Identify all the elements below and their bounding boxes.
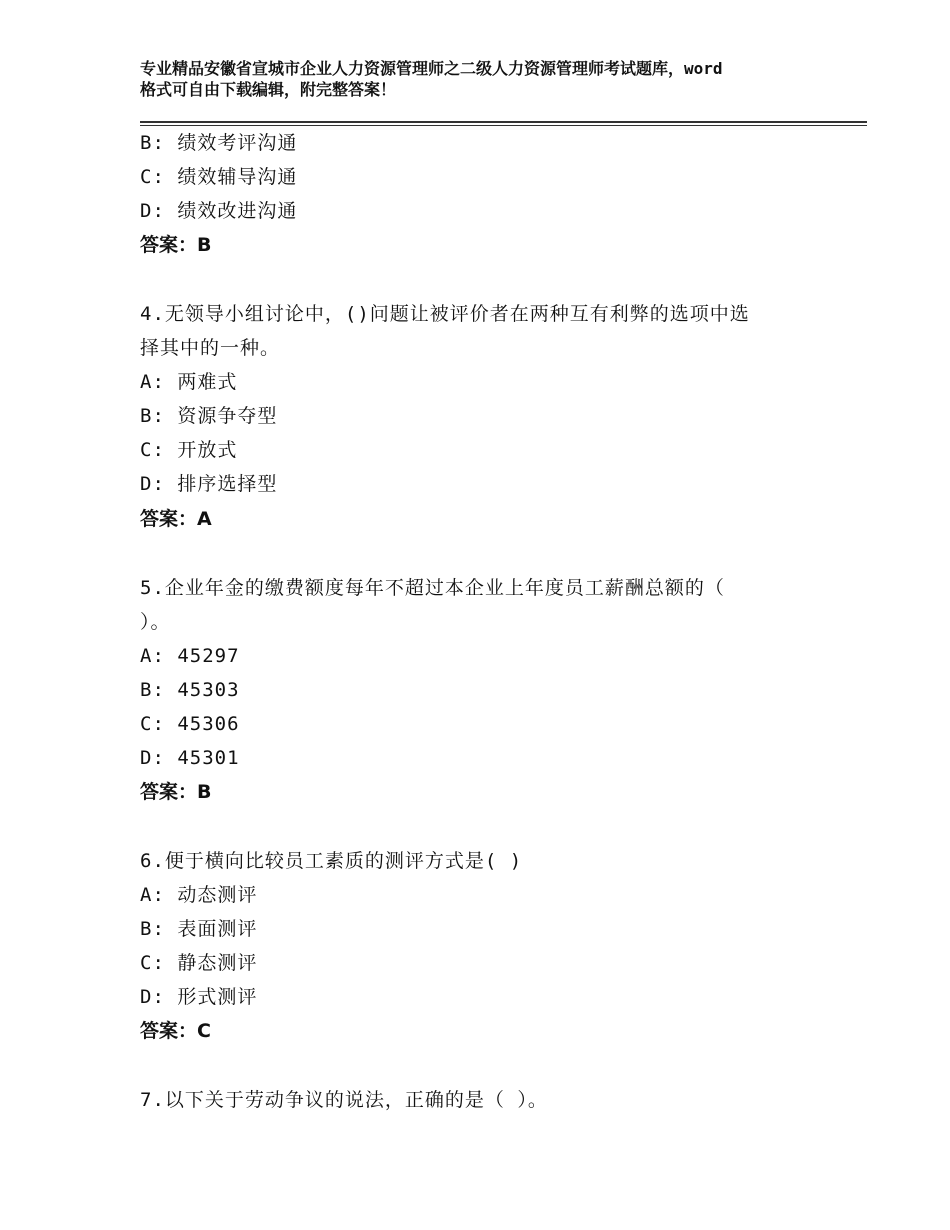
q7-stem-line-1: 7.以下关于劳动争议的说法，正确的是（ ）。	[140, 1089, 548, 1111]
q6-option-c: C: 静态测评	[140, 952, 258, 974]
q6-option-d: D: 形式测评	[140, 986, 258, 1008]
q4-option-c: C: 开放式	[140, 439, 238, 461]
q3-option-b: B: 绩效考评沟通	[140, 132, 298, 154]
q3-option-c: C: 绩效辅导沟通	[140, 166, 298, 188]
q6-stem-line-1: 6.便于横向比较员工素质的测评方式是( )	[140, 850, 523, 872]
q3-answer: 答案：B	[140, 234, 212, 256]
q4-option-b: B: 资源争夺型	[140, 405, 278, 427]
q4-stem-line-2: 择其中的一种。	[140, 337, 281, 359]
q4-option-a: A: 两难式	[140, 371, 238, 393]
q5-stem-line-1: 5.企业年金的缴费额度每年不超过本企业上年度员工薪酬总额的（	[140, 577, 725, 599]
q6-answer: 答案：C	[140, 1020, 211, 1042]
q5-answer: 答案：B	[140, 781, 212, 803]
q5-option-d: D: 45301	[140, 747, 240, 769]
q4-stem-line-1: 4.无领导小组讨论中，()问题让被评价者在两种互有利弊的选项中选	[140, 303, 750, 325]
document-header	[140, 58, 840, 100]
q5-option-a: A: 45297	[140, 645, 240, 667]
header-rule-thick	[140, 121, 867, 123]
q3-option-d: D: 绩效改进沟通	[140, 200, 298, 222]
header-line-1: 专业精品安徽省宣城市企业人力资源管理师之二级人力资源管理师考试题库，word	[140, 59, 723, 78]
q5-option-c: C: 45306	[140, 713, 240, 735]
header-rule-thin	[140, 125, 867, 126]
q6-option-b: B: 表面测评	[140, 918, 258, 940]
q4-option-d: D: 排序选择型	[140, 473, 278, 495]
q6-option-a: A: 动态测评	[140, 884, 258, 906]
q4-answer: 答案：A	[140, 508, 212, 530]
q5-option-b: B: 45303	[140, 679, 240, 701]
q5-stem-line-2: ）。	[140, 611, 171, 633]
header-line-2: 格式可自由下载编辑，附完整答案！	[140, 80, 397, 99]
